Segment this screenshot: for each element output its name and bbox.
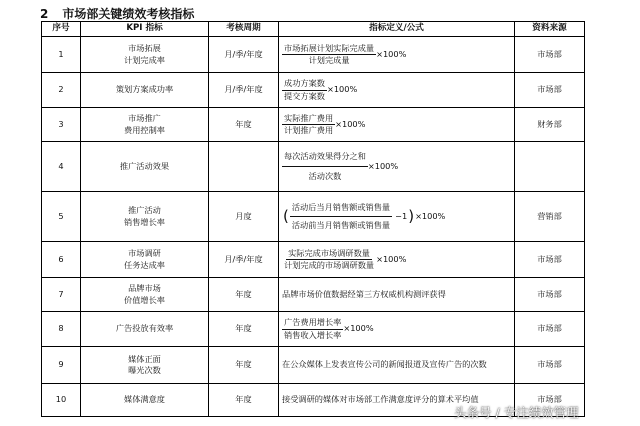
definition-text: 品牌市场价值数据经第三方权威机构测评获得 [279,278,515,312]
row-number: 10 [42,384,81,417]
formula: 实际推广费用 计划推广费用 ×100% [279,108,515,142]
table-row [42,192,585,242]
kpi-name: 媒体满意度 [81,384,209,417]
source: 市场部 [515,312,585,347]
period: 年度 [209,347,279,384]
source: 营销部 [515,192,585,242]
row-number: 1 [42,37,81,73]
row-number: 7 [42,278,81,312]
row-number: 3 [42,108,81,142]
table-row [42,37,585,73]
formula: 每次活动效果得分之和 活动次数 ×100% [279,142,515,192]
kpi-name: 推广活动效果 [81,142,209,192]
period: 年度 [209,278,279,312]
document-title [40,5,194,22]
period: 月/季/年度 [209,73,279,108]
formula: 市场拓展计划实际完成量 计划完成量 ×100% [279,37,515,73]
source: 市场部 [515,384,585,417]
kpi-name: 市场调研 任务达成率 [81,242,209,278]
row-number: 5 [42,192,81,242]
kpi-name: 推广活动 销售增长率 [81,192,209,242]
table-row [42,73,585,108]
table-row [42,278,585,312]
table-row [42,347,585,384]
period: 年度 [209,312,279,347]
section-number: 2 [40,7,49,21]
table-row [42,312,585,347]
formula: 实际完成市场调研数量 计划完成的市场调研数量 ×100% [279,242,515,278]
source: 市场部 [515,37,585,73]
formula: 成功方案数 提交方案数 ×100% [279,73,515,108]
source: 市场部 [515,347,585,384]
source: 市场部 [515,278,585,312]
source [515,142,585,192]
table-row [42,142,585,192]
table-row [42,242,585,278]
period: 月/季/年度 [209,37,279,73]
formula: ( 活动后当月销售额或销售量 活动前当月销售额或销售量 −1 ) ×100% [279,192,515,242]
period: 年度 [209,108,279,142]
kpi-name: 市场推广 费用控制率 [81,108,209,142]
row-number: 4 [42,142,81,192]
kpi-table [41,21,585,417]
kpi-name: 品牌市场 价值增长率 [81,278,209,312]
header-definition: 指标定义/公式 [279,22,515,37]
kpi-name: 广告投放有效率 [81,312,209,347]
header-source: 资料来源 [515,22,585,37]
kpi-name: 市场拓展 计划完成率 [81,37,209,73]
header-period: 考核周期 [209,22,279,37]
period: 年度 [209,384,279,417]
table-header-row [42,22,585,37]
source: 市场部 [515,242,585,278]
kpi-name: 媒体正面 曝光次数 [81,347,209,384]
period: 月度 [209,192,279,242]
period: 月/季/年度 [209,242,279,278]
definition-text: 在公众媒体上发表宣传公司的新闻报道及宣传广告的次数 [279,347,515,384]
row-number: 8 [42,312,81,347]
watermark: 头条号 / 专注绩效管理 [454,405,579,420]
header-kpi: KPI 指标 [81,22,209,37]
row-number: 9 [42,347,81,384]
source: 财务部 [515,108,585,142]
section-title: 市场部关键绩效考核指标 [62,7,195,21]
header-number: 序号 [42,22,81,37]
row-number: 2 [42,73,81,108]
table-row [42,108,585,142]
formula: 广告费用增长率 销售收入增长率 ×100% [279,312,515,347]
kpi-name: 策划方案成功率 [81,73,209,108]
row-number: 6 [42,242,81,278]
period [209,142,279,192]
source: 市场部 [515,73,585,108]
definition-text: 接受调研的媒体对市场部工作满意度评分的算术平均值 [279,384,515,417]
